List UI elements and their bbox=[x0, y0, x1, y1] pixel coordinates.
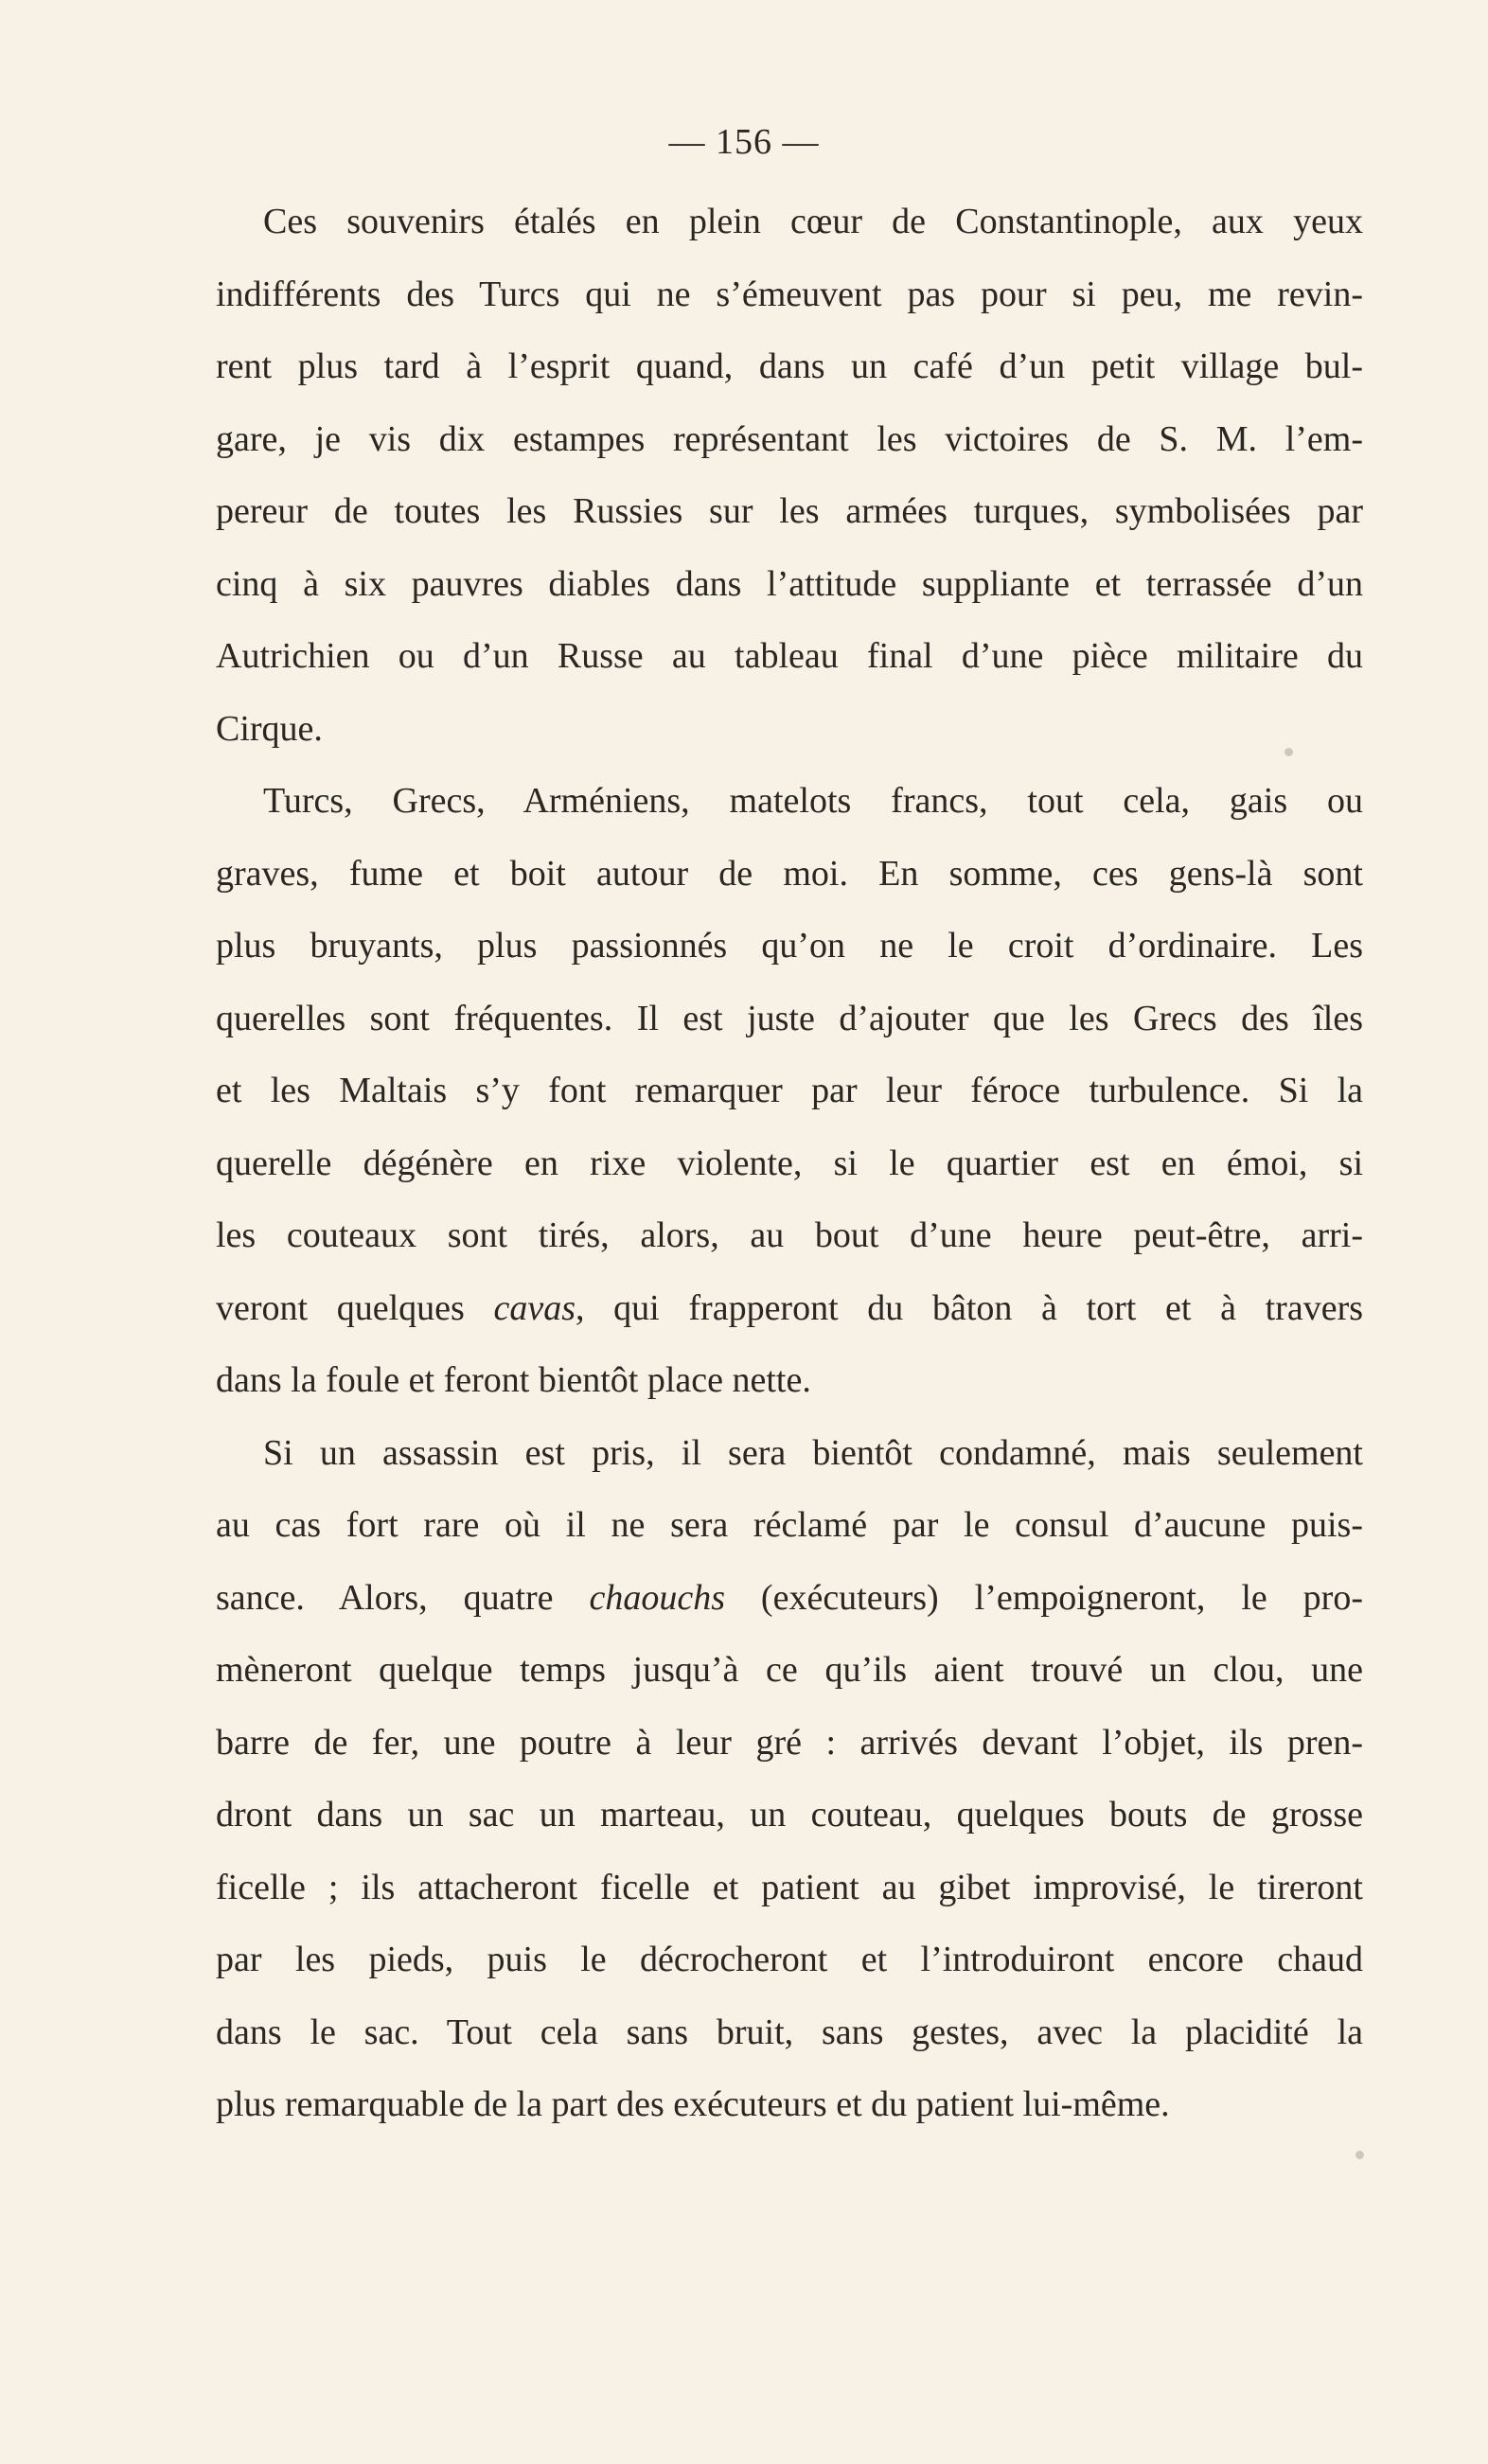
text-line: plus bruyants, plus passionnés qu’on ne le croit d’ordinaire. Les bbox=[216, 926, 1363, 966]
text-line: dans le sac. Tout cela sans bruit, sans gestes, avec la placidité la bbox=[216, 2012, 1363, 2052]
text-line: querelle dégénère en rixe violente, si le quartier est en émoi, si bbox=[216, 1143, 1363, 1183]
italic-term: chaouchs bbox=[589, 1577, 725, 1618]
paper-speck bbox=[1355, 2151, 1364, 2159]
paragraph-1 bbox=[216, 186, 1363, 765]
text-line: mèneront quelque temps jusqu’à ce qu’ils aient trouvé un clou, une bbox=[216, 1650, 1363, 1690]
text-line: veront quelques cavas, qui frapperont du bâton à tort et à travers bbox=[216, 1287, 1363, 1328]
text-line: cinq à six pauvres diables dans l’attitude suppliante et terrassée d’un bbox=[216, 563, 1363, 604]
text-line: sance. Alors, quatre chaouchs (exécuteurs) l’empoigneront, le pro- bbox=[216, 1577, 1363, 1618]
page-number: — 156 — bbox=[668, 122, 820, 162]
paragraph-3 bbox=[216, 1417, 1363, 2141]
text-line: Cirque. bbox=[216, 708, 323, 749]
text-line: pereur de toutes les Russies sur les armées turques, symbolisées par bbox=[216, 491, 1363, 531]
text-line: rent plus tard à l’esprit quand, dans un café d’un petit village bul- bbox=[216, 346, 1363, 386]
text-line: dront dans un sac un marteau, un couteau, quelques bouts de grosse bbox=[216, 1795, 1363, 1835]
text-line: gare, je vis dix estampes représentant les victoires de S. M. l’em- bbox=[216, 418, 1363, 459]
text-line: dans la foule et feront bientôt place nette. bbox=[216, 1360, 811, 1400]
text-line: les couteaux sont tirés, alors, au bout d’une heure peut-être, arri- bbox=[216, 1215, 1363, 1255]
text-line: Si un assassin est pris, il sera bientôt condamné, mais seulement bbox=[263, 1432, 1363, 1473]
text-line: Turcs, Grecs, Arméniens, matelots francs, tout cela, gais ou bbox=[263, 781, 1363, 821]
text-line: Autrichien ou d’un Russe au tableau final d’une pièce militaire du bbox=[216, 636, 1363, 676]
text-line: graves, fume et boit autour de moi. En somme, ces gens-là sont bbox=[216, 853, 1363, 894]
text-line: par les pieds, puis le décrocheront et l’introduiront encore chaud bbox=[216, 1940, 1363, 1979]
body-text bbox=[216, 186, 1363, 2141]
text-line: ficelle ; ils attacheront ficelle et patient au gibet improvisé, le tireront bbox=[216, 1867, 1363, 1907]
text-line: au cas fort rare où il ne sera réclamé par le consul d’aucune puis- bbox=[216, 1505, 1363, 1545]
paragraph-2 bbox=[216, 765, 1363, 1417]
text-line: plus remarquable de la part des exécuteurs et du patient lui-même. bbox=[216, 2084, 1170, 2124]
text-line: querelles sont fréquentes. Il est juste d’ajouter que les Grecs des îles bbox=[216, 998, 1363, 1038]
text-line: et les Maltais s’y font remarquer par leur féroce turbulence. Si la bbox=[216, 1071, 1363, 1110]
paper-speck bbox=[1284, 748, 1293, 756]
text-line: barre de fer, une poutre à leur gré : arrivés devant l’objet, ils pren- bbox=[216, 1722, 1363, 1763]
italic-term: cavas bbox=[493, 1287, 576, 1328]
text-line: indifférents des Turcs qui ne s’émeuvent pas pour si peu, me revin- bbox=[216, 274, 1363, 314]
text-line: Ces souvenirs étalés en plein cœur de Constantinople, aux yeux bbox=[263, 202, 1363, 241]
